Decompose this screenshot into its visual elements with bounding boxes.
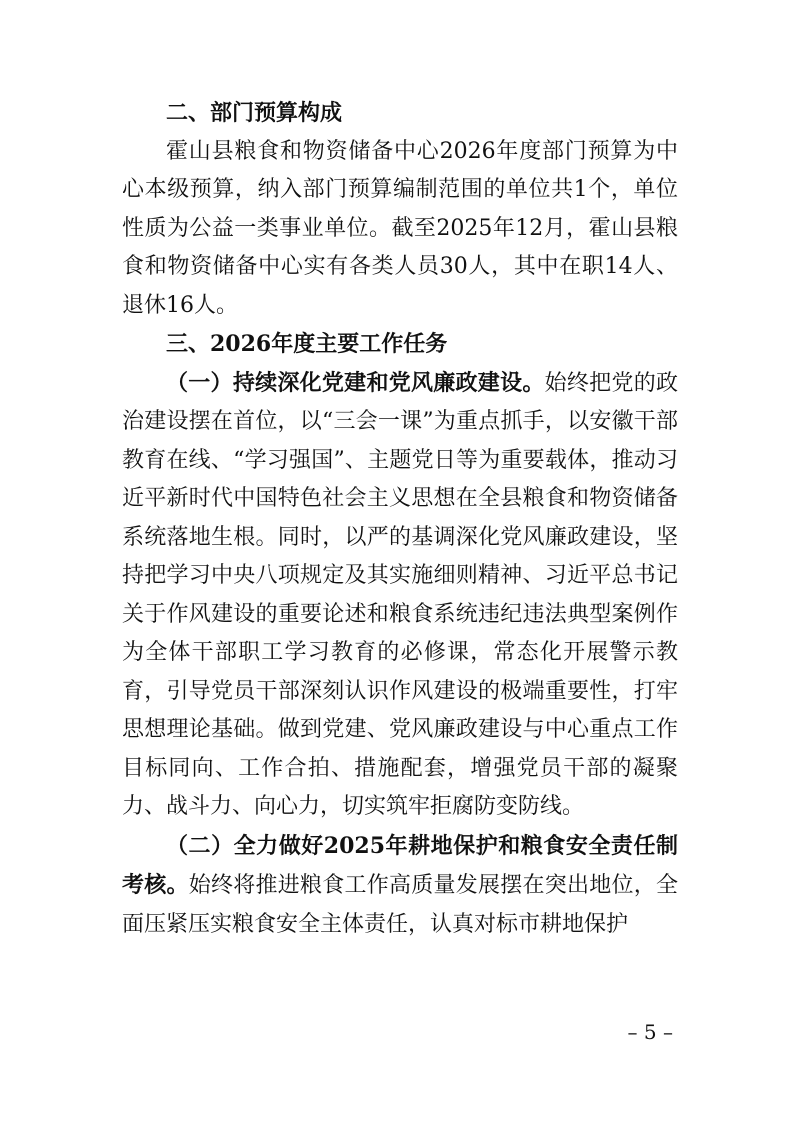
page-content — [122, 94, 678, 944]
task-item-grain-security-title: （二）全力做好2025年耕地保护和粮食安全责任制考核。 — [122, 832, 678, 898]
page-number: – 5 – — [627, 1020, 673, 1044]
task-item-grain-security — [122, 827, 678, 945]
task-item-party-building — [122, 364, 678, 827]
task-item-grain-security-body: 始终将推进粮食工作高质量发展摆在突出地位，全面压紧压实粮食安全主体责任，认真对标市耕地保护 — [122, 873, 678, 937]
budget-composition-paragraph: 霍山县粮食和物资储备中心2026年度部门预算为中心本级预算，纳入部门预算编制范围的单位共1个，单位性质为公益一类事业单位。截至2025年12月，霍山县粮食和物资储备中心实有各类人员30人，其中在职14人、退休16人。 — [122, 138, 678, 318]
section-heading-main-tasks: 三、2026年度主要工作任务 — [166, 331, 448, 357]
section-heading-budget-composition: 二、部门预算构成 — [166, 100, 343, 126]
task-item-party-building-title: （一）持续深化党建和党风廉政建设。 — [166, 369, 545, 396]
task-item-party-building-body: 始终把党的政治建设摆在首位，以“三会一课”为重点抓手，以安徽干部教育在线、“学习强国”、主题党日等为重要载体，推动习近平新时代中国特色社会主义思想在全县粮食和物资储备系统落地生根。同时，以严的基调深化党风廉政建设，坚持把学习中央八项规定及其实施细则精神、习近平总书记关于作风建设的重要论述和粮食系统违纪违法典型案例作为全体干部职工学习教育的必修课，常态化开展警示教育，引导党员干部深刻认识作风建设的极端重要性，打牢思想理论基础。做到党建、党风廉政建设与中心重点工作目标同向、工作合拍、措施配套，增强党员干部的凝聚力、战斗力、向心力，切实筑牢拒腐防变防线。 — [122, 370, 678, 819]
